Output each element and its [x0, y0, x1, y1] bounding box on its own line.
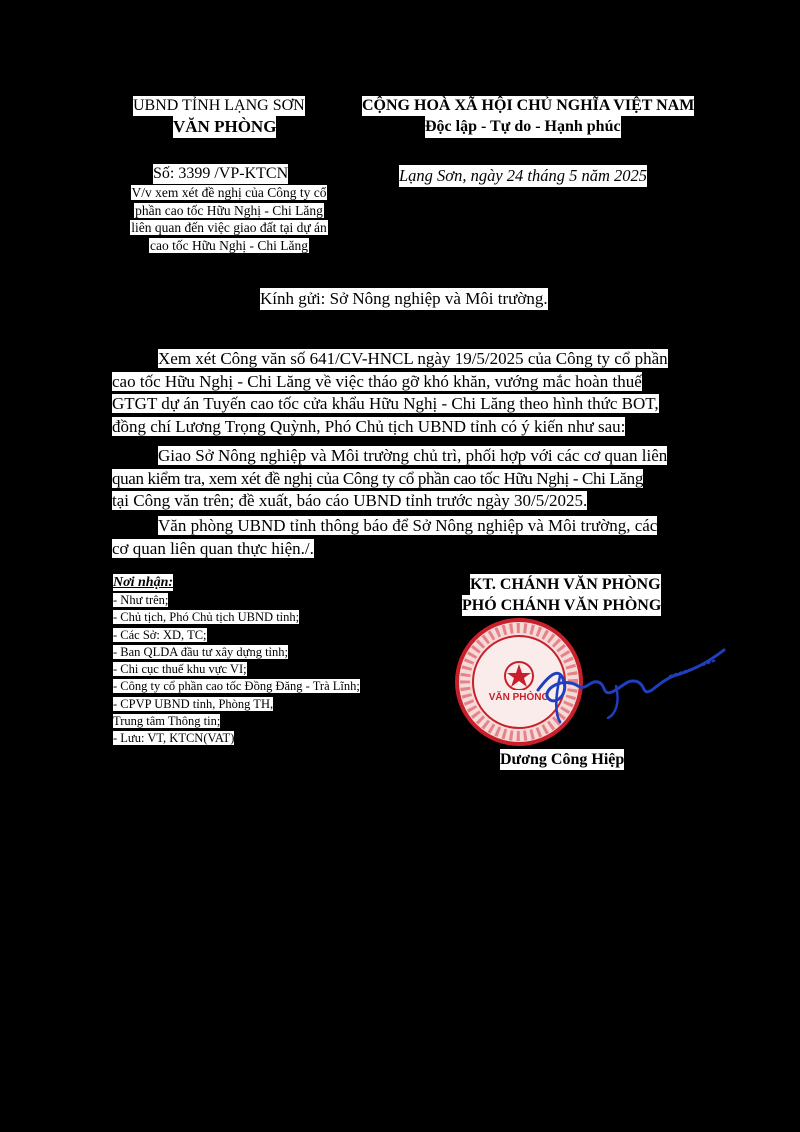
recipient-item: - Công ty cổ phần cao tốc Đồng Đăng - Trà Lĩnh; [113, 679, 360, 694]
body-paragraph [112, 348, 712, 439]
subject-line: V/v xem xét đề nghị của Công ty cổ [131, 185, 327, 200]
recipient-item: - Lưu: VT, KTCN(VAT) [113, 731, 235, 746]
paragraph-line: tại Công văn trên; đề xuất, báo cáo UBND tỉnh trước ngày 30/5/2025. [112, 491, 588, 511]
agency-name: UBND TỈNH LẠNG SƠN [133, 97, 305, 114]
signer-name: Dương Công Hiệp [500, 751, 625, 768]
paragraph-line: cơ quan liên quan thực hiện./. [112, 538, 314, 558]
paragraph-line: quan kiểm tra, xem xét đề nghị của Công ty cổ phần cao tốc Hữu Nghị - Chi Lăng [112, 468, 643, 488]
recipient-item: Trung tâm Thông tin; [113, 714, 221, 729]
signature-title-2: PHÓ CHÁNH VĂN PHÒNG [462, 597, 662, 614]
recipient-item: - Như trên; [113, 593, 169, 607]
paragraph-line: Văn phòng UBND tỉnh thông báo để Sở Nông nghiệp và Môi trường, các [158, 516, 658, 535]
subject-line: liên quan đến việc giao đất tại dự án [131, 220, 327, 235]
nation-title: CỘNG HOÀ XÃ HỘI CHỦ NGHĨA VIỆT NAM [362, 97, 695, 114]
paragraph-line: đồng chí Lương Trọng Quỳnh, Phó Chủ tịch UBND tỉnh có ý kiến như sau: [112, 417, 626, 437]
recipient-item: - Chủ tịch, Phó Chủ tịch UBND tỉnh; [113, 610, 300, 625]
date-line: Lạng Sơn, ngày 24 tháng 5 năm 2025 [399, 166, 648, 185]
seal-text: VĂN PHÒNG [488, 692, 550, 703]
recipient-item: - CPVP UBND tỉnh, Phòng TH, [113, 696, 274, 711]
recipient-item: - Ban QLDA đầu tư xây dựng tỉnh; [113, 644, 288, 659]
paragraph-line: Xem xét Công văn số 641/CV-HNCL ngày 19/5/2025 của Công ty cổ phần [158, 349, 668, 368]
document-subject [112, 184, 346, 254]
recipients-title: Nơi nhận: [113, 575, 174, 590]
recipient-item: - Các Sở: XD, TC; [113, 627, 207, 642]
body-paragraph [112, 445, 712, 513]
recipient-line: Kính gửi: Sở Nông nghiệp và Môi trường. [260, 289, 548, 308]
handwritten-signature [520, 636, 730, 726]
paragraph-line: cao tốc Hữu Nghị - Chi Lăng về việc tháo gỡ khó khăn, vướng mắc hoàn thuế [112, 371, 642, 391]
subject-line: cao tốc Hữu Nghị - Chi Lăng [149, 237, 309, 253]
national-motto: Độc lập - Tự do - Hạnh phúc [425, 116, 621, 138]
paragraph-line: Giao Sở Nông nghiệp và Môi trường chủ trì, phối hợp với các cơ quan liên [158, 446, 668, 465]
paragraph-line: GTGT dự án Tuyến cao tốc cửa khẩu Hữu Nghị - Chi Lăng theo hình thức BOT, [112, 394, 659, 414]
signature-title-1: KT. CHÁNH VĂN PHÒNG [470, 576, 661, 593]
subject-line: phần cao tốc Hữu Nghị - Chi Lăng [135, 202, 323, 218]
office-name: VĂN PHÒNG [173, 117, 277, 136]
document-number: Số: 3399 /VP-KTCN [153, 165, 289, 182]
recipient-item: - Chi cục thuế khu vực VI; [113, 662, 247, 677]
body-paragraph [112, 515, 712, 560]
recipients-list [113, 592, 360, 748]
